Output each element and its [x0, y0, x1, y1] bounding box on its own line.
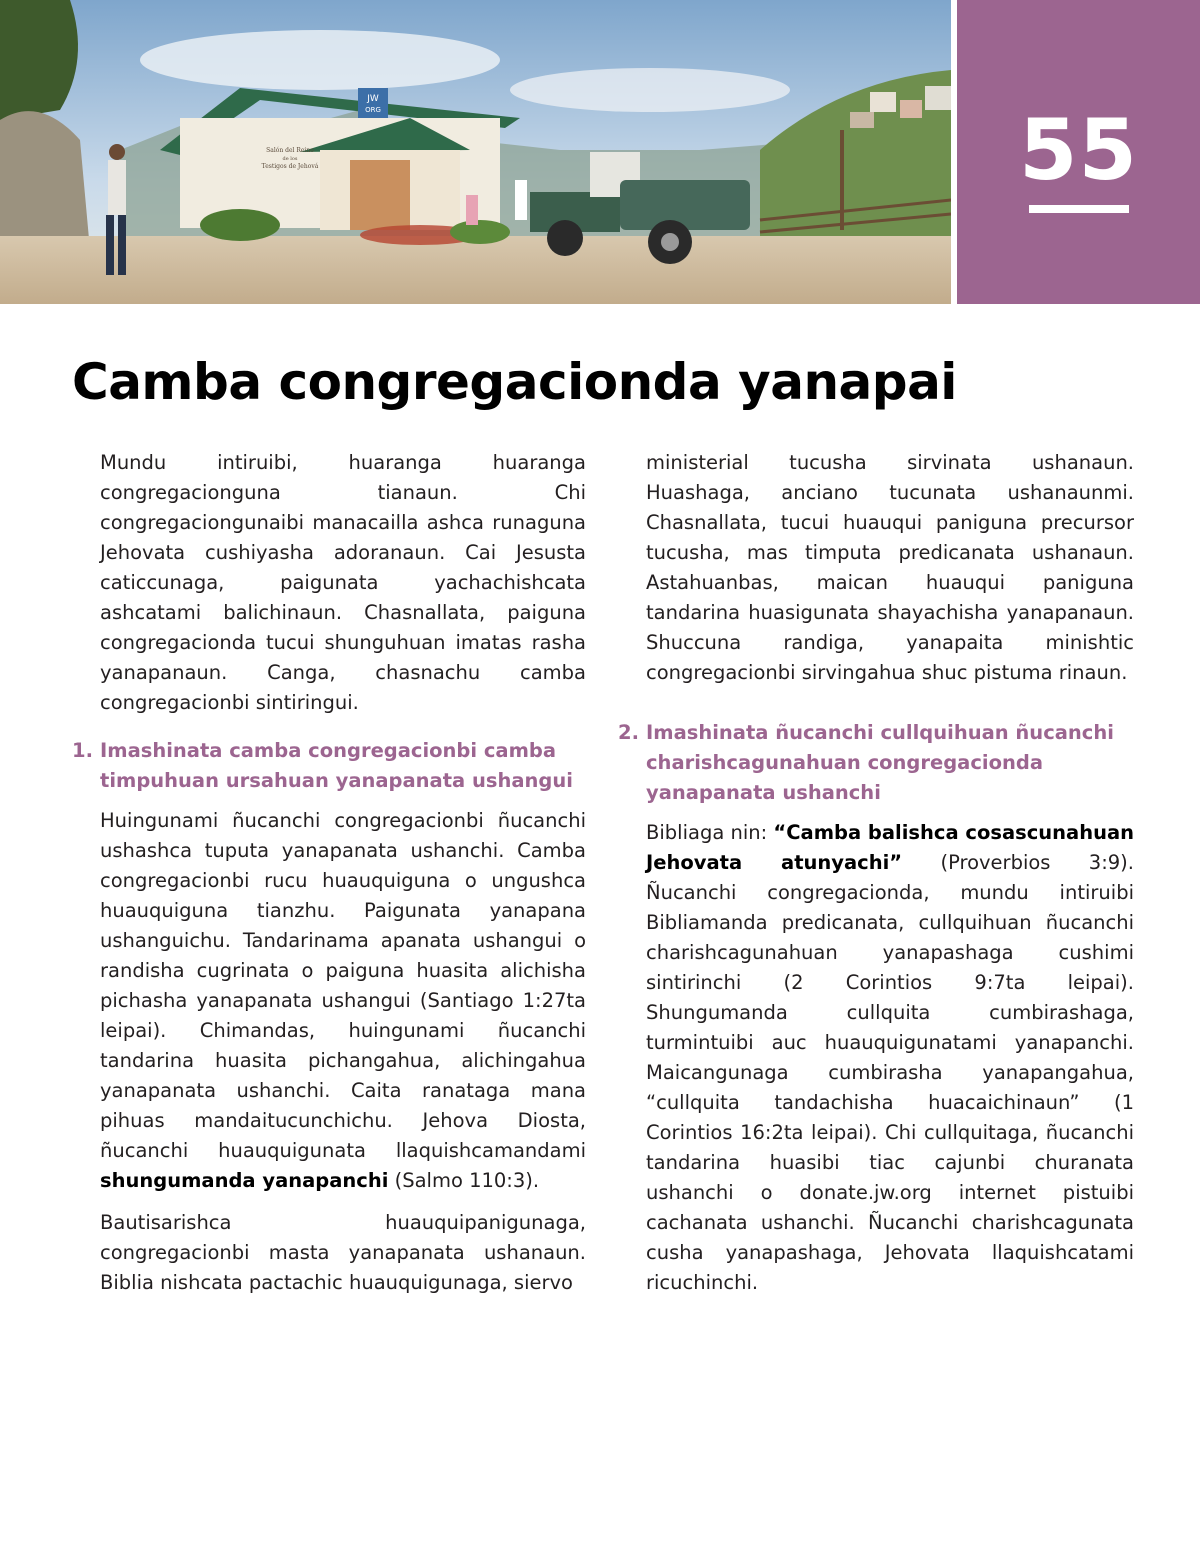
- section-2-heading-text: Imashinata ñucanchi cullquihuan ñucanchi charishcagunahuan congregacionda yanapanata ushanchi: [646, 721, 1114, 804]
- logo-jw: JW: [367, 94, 379, 104]
- section-2-heading: [618, 718, 1134, 808]
- logo-org: ORG: [365, 106, 381, 114]
- section-2-number: 2.: [618, 721, 639, 744]
- section-1-p1-bold: shungumanda yanapanchi: [100, 1169, 389, 1192]
- section-2-paragraph: [646, 818, 1134, 1298]
- section-1-heading-text: Imashinata camba congregacionbi camba timpuhuan ursahuan yanapanata ushangui: [100, 739, 573, 792]
- section-1-p1-end: (Salmo 110:3).: [394, 1169, 540, 1192]
- lesson-number: 55: [1019, 101, 1138, 199]
- left-column: [72, 448, 586, 1310]
- section-2-p1-text: (Proverbios 3:9). Ñucanchi congregacionda, mundu intiruibi Bibliamanda predicanata, cullquihuan ñucanchi charishcagunahuan yanapashaga cushimi sintirinchi (2 Corintios 9:7ta leipai). Shungumanda cullquita cumbirashaga, turmintuibi auc huauquigunatami yanapanchi. Maicangunaga cumbirasha yanapangahua, “cullquita tandachisha huacaichinaun” (1 Corintios 16:2ta leipai). Chi cullquitaga, ñucanchi tandarina huasibi tiac cajunbi churanata ushanchi o donate.jw.org internet pistuibi cachanata ushanchi. Ñucanchi charishcagunata cusha yanapashaga, Jehovata llaquishcatami ricuchinchi.: [646, 851, 1134, 1294]
- section-1-p1-text: Huingunami ñucanchi congregacionbi ñucanchi ushashca tuputa yanapanata ushanchi. Camba congregacionbi rucu huauquiguna o ungushca huauquiguna tianzhu. Paigunata yanapana ushanguichu. Tandarinama apanata ushangui o randisha cugrinata o paiguna huasita alichisha pichasha yanapanata ushangui (Santiago 1:27ta leipai). Chimandas, huingunami ñucanchi tandarina huasita pichangahua, alichingahua yanapanata ushanchi. Caita ranataga mana pihuas mandaitucunchichu. Jehova Diosta, ñucanchi huauquigunata llaquishcamandami: [100, 809, 586, 1162]
- badge-underline: [1029, 205, 1129, 213]
- section-1-paragraph-2: Bautisarishca huauquipanigunaga, congregacionbi masta yanapanata ushanaun. Biblia nishcata pactachic huauquigunaga, siervo: [100, 1211, 586, 1294]
- right-column-continuation: [646, 448, 1134, 700]
- section-1-paragraph-2-continued: ministerial tucusha sirvinata ushanaun. Huashaga, anciano tucunata ushanaunmi. Chasnallata, tucui huauqui paniguna precursor tucusha, mas timputa predicanata ushanaun. Astahuanbas, maican huauqui paniguna tandarina huasigunata shayachisha yanapanaun. Shuccuna randiga, yanapaita minishtic congregacionbi sirvingahua shuc pistuma rinaun.: [646, 451, 1134, 684]
- hero-image: [0, 0, 951, 304]
- intro-paragraph: Mundu intiruibi, huaranga huaranga congregacionguna tianaun. Chi congregaciongunaibi manacailla ashca runaguna Jehovata cushiyasha adoranaun. Cai Jesusta caticcunaga, paigunata yachachishcata ashcatami balichinaun. Chasnallata, paiguna congregacionda tucui shunguhuan imatas rasha yanapanaun. Canga, chasnachu camba congregacionbi sintiringui.: [100, 451, 586, 714]
- section-2-quote: “Camba balishca cosascunahuan Jehovata atunyachi”: [646, 821, 1135, 874]
- building-sign-line-2: de los: [282, 156, 298, 162]
- building-sign-line-3: Testigos de Jehová: [261, 163, 319, 170]
- page-title: Camba congregacionda yanapai: [72, 353, 957, 411]
- building-sign-line-1: Salón del Reino: [266, 147, 314, 154]
- section-1-paragraph-1: [100, 806, 586, 1196]
- lesson-number-badge: [957, 0, 1200, 304]
- section-2: [618, 718, 1135, 1310]
- section-1-number: 1.: [72, 739, 93, 762]
- section-2-lead: Bibliaga nin:: [646, 821, 768, 844]
- section-1-heading: [72, 736, 586, 796]
